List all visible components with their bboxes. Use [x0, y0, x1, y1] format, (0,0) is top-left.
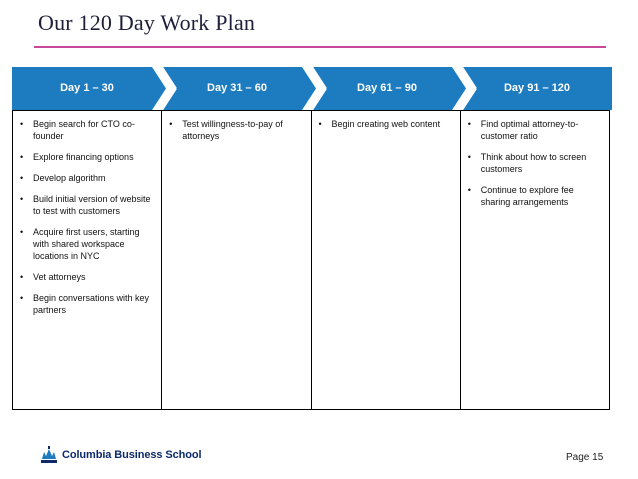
list-item: • Develop algorithm — [19, 172, 155, 184]
list-item: • Build initial version of website to test with customers — [19, 193, 155, 217]
logo-text: Columbia Business School — [62, 449, 202, 461]
list-item: • Begin creating web content — [318, 118, 454, 130]
page-number: Page 15 — [566, 452, 604, 463]
phase-column-2 — [162, 111, 311, 409]
columbia-business-school-logo — [40, 446, 201, 464]
page-title: Our 120 Day Work Plan — [38, 10, 256, 35]
phase-label-3: Day 61 – 90 — [357, 82, 417, 94]
task-list — [318, 118, 454, 130]
task-list — [19, 118, 155, 316]
list-item: • Begin search for CTO co-founder — [19, 118, 155, 142]
list-item: • Explore financing options — [19, 151, 155, 163]
phase-label-2: Day 31 – 60 — [207, 82, 267, 94]
phase-label-4: Day 91 – 120 — [503, 82, 571, 94]
list-item: • Find optimal attorney-to-customer ratio — [467, 118, 603, 142]
phase-label-1: Day 1 – 30 — [60, 82, 114, 94]
list-item: • Continue to explore fee sharing arrangements — [467, 184, 603, 208]
task-list — [168, 118, 304, 142]
task-list — [467, 118, 603, 208]
list-item: • Begin conversations with key partners — [19, 292, 155, 316]
phase-header-band — [12, 67, 612, 110]
list-item: • Acquire first users, starting with shared workspace locations in NYC — [19, 226, 155, 262]
phase-column-3 — [312, 111, 461, 409]
phase-task-grid — [12, 110, 610, 410]
phase-column-4 — [461, 111, 609, 409]
columbia-crown-icon — [40, 446, 58, 464]
list-item: • Think about how to screen customers — [467, 151, 603, 175]
phase-column-1 — [13, 111, 162, 409]
list-item: • Test willingness-to-pay of attorneys — [168, 118, 304, 142]
list-item: • Vet attorneys — [19, 271, 155, 283]
title-divider — [34, 46, 606, 48]
